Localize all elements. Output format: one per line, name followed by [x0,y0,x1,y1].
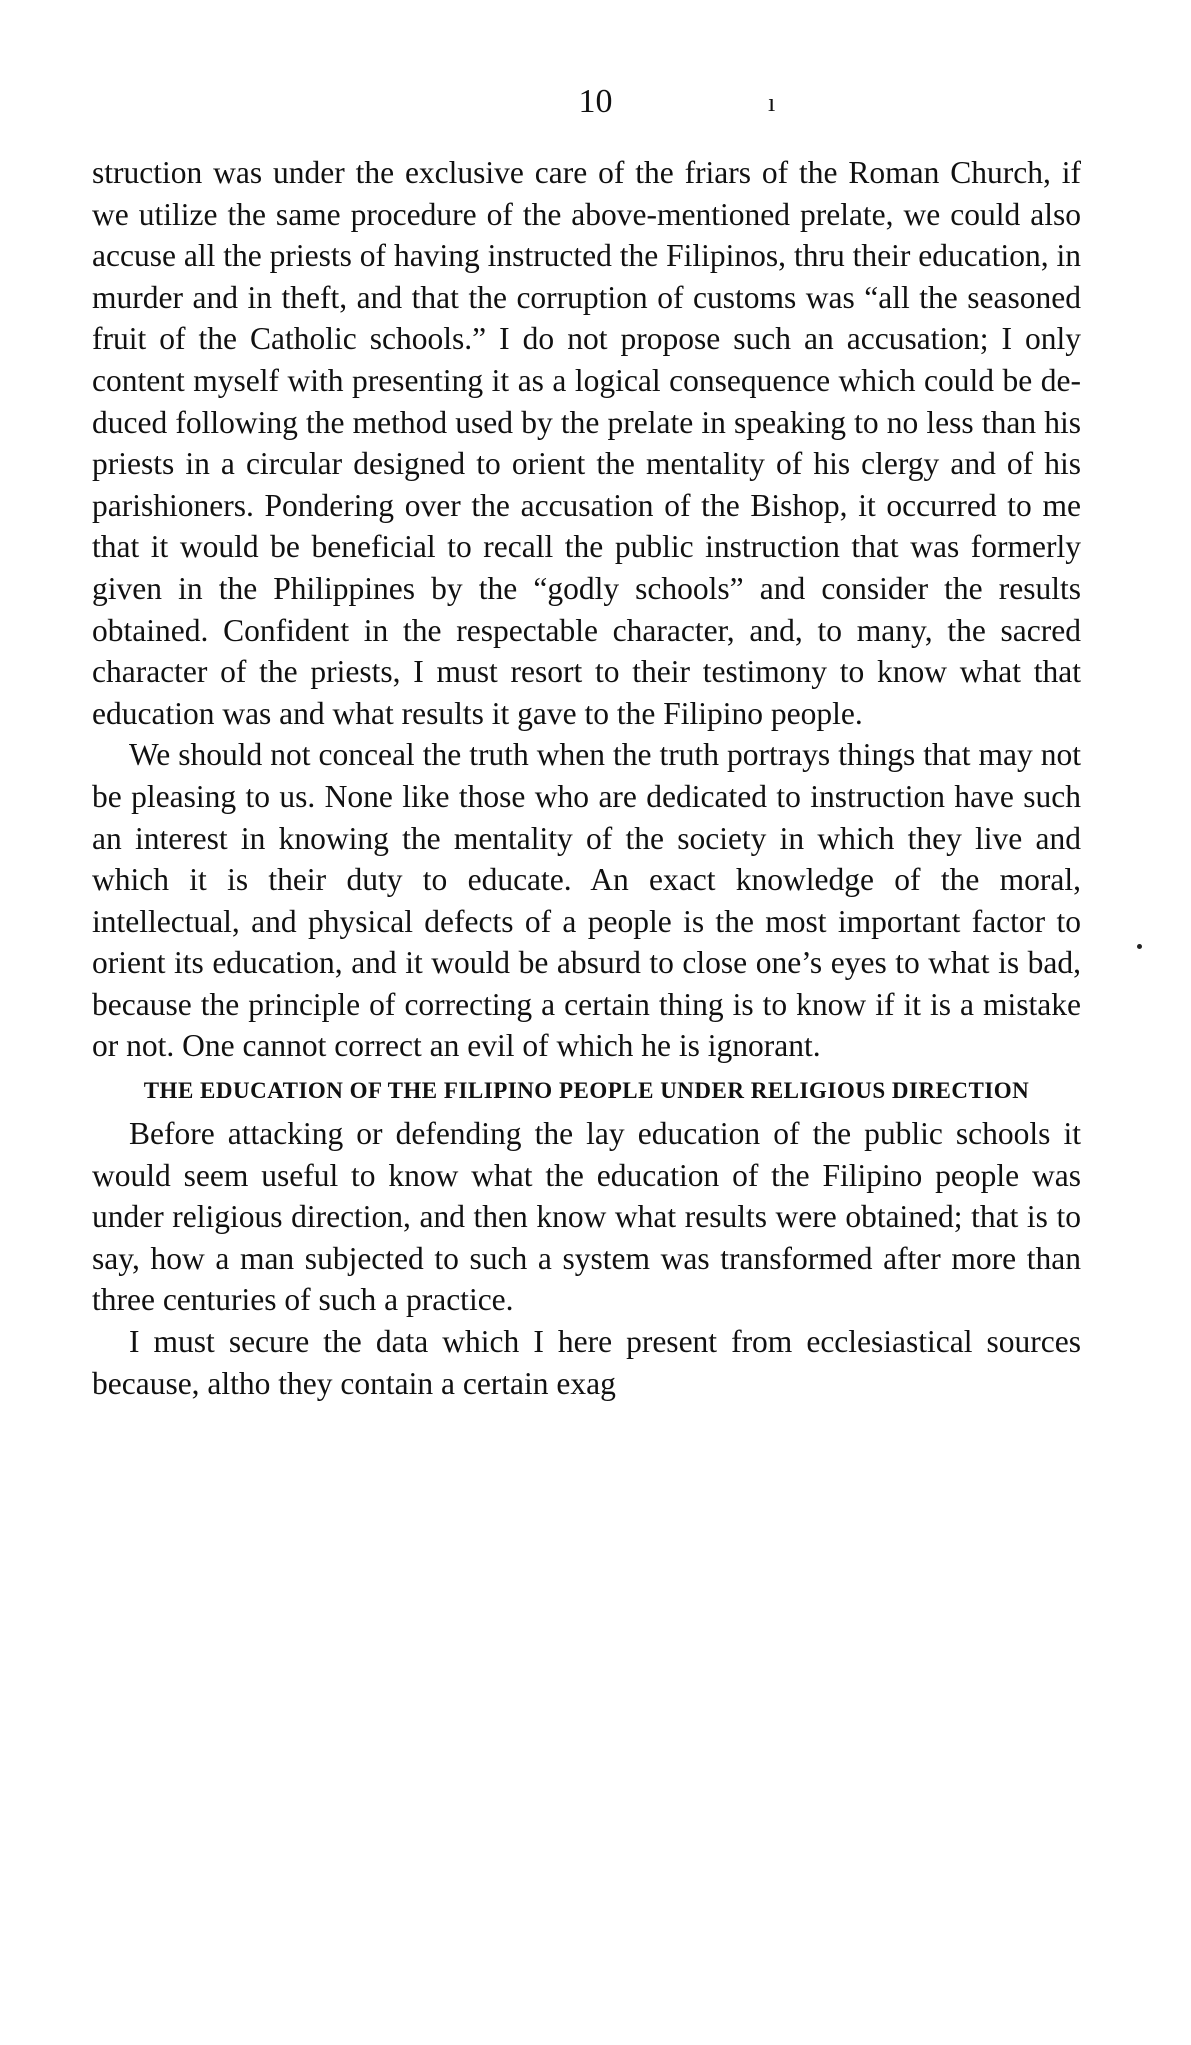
paragraph-continued: struction was under the exclusive care of the friars of the Roman Church, if we utilize the same procedure of the above-mentioned prelate, we could also accuse all the priests of having instructed the Filipinos, thru their education, in murder and in theft, and that the corruption of customs was “all the seasoned fruit of the Catholic schools.” I do not propose such an accusation; I only content myself with presenting it as a logical consequence which could be deduced following the method used by the prelate in speaking to no less than his priests in a circular designed to orient the mentality of his clergy and of his parishioners. Pondering over the accusation of the Bishop, it occurred to me that it would be beneficial to recall the public instruction that was formerly given in the Philippines by the “godly schools” and consider the results obtained. Confident in the respectable character, and, to many, the sacred character of the priests, I must resort to their testimony to know what that education was and what results it gave to the Filipino people. [92,155,1081,731]
body-text [92,152,1081,1404]
stray-print-dot [1137,944,1142,949]
stray-print-mark: ı [768,88,776,117]
page-number: 10 [578,83,613,120]
section-heading: THE EDUCATION OF THE FILIPINO PEOPLE UNDER RELIGIOUS DIRECTION [143,1078,1030,1104]
paragraph: We should not conceal the truth when the truth portrays things that may not be pleasing to us. None like those who are dedicated to instruction have such an interest in knowing the mentality of the society in which they live and which it is their duty to educate. An exact knowledge of the moral, intellectual, and physical defects of a people is the most important factor to orient its education, and it would be absurd to close one’s eyes to what is bad, because the principle of correcting a certain thing is to know if it is a mistake or not. One cannot correct an evil of which he is ignorant. [92,737,1081,1064]
paragraph: I must secure the data which I here present from ecclesiastical sources because, altho they contain a certain exag [92,1324,1081,1401]
paragraph: Before attacking or defending the lay education of the public schools it would seem useful to know what the education of the Filipino people was under religious direction, and then know what results were obtained; that is to say, how a man subjected to such a system was transformed after more than three centuries of such a practice. [92,1116,1081,1318]
